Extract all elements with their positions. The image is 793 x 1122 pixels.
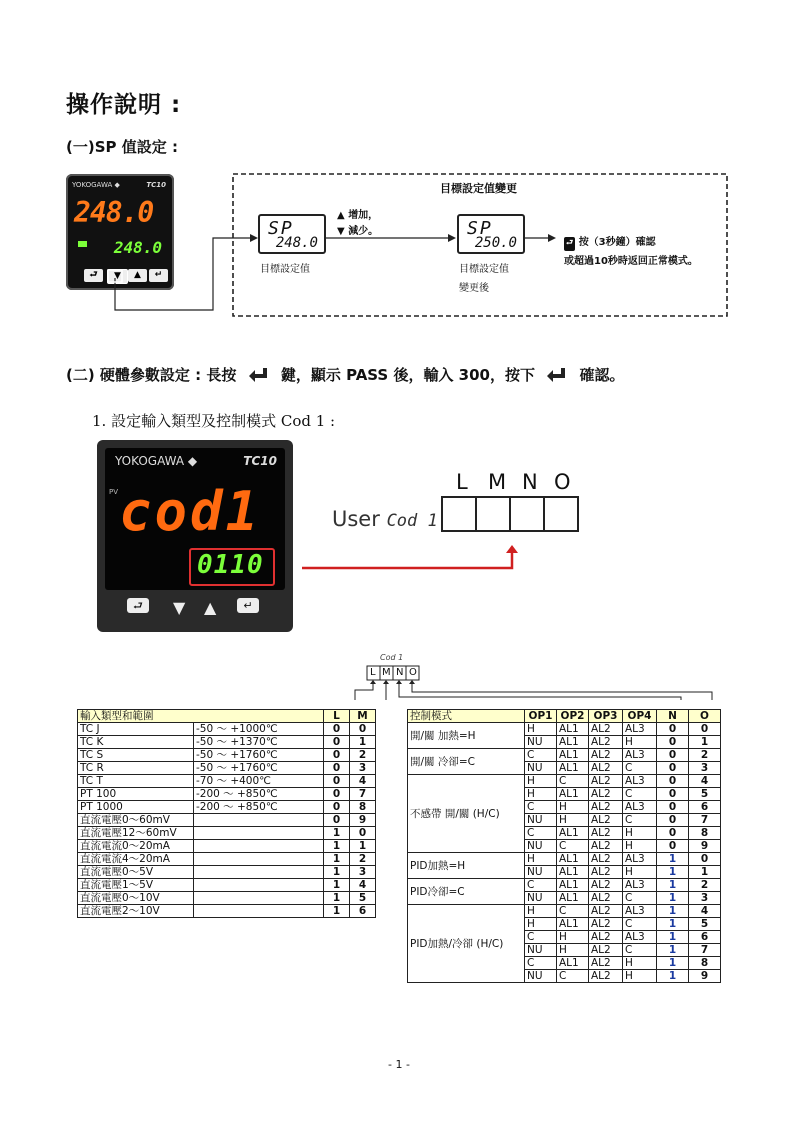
cell-m: 1 [350, 736, 376, 749]
cell-op4: AL3 [623, 749, 657, 762]
cell-op2: AL1 [557, 788, 589, 801]
cell-op1: NU [525, 866, 557, 879]
cell-o: 0 [689, 723, 721, 736]
down-triangle-icon: ▼ [337, 226, 345, 237]
page-button[interactable]: ⮐ [127, 598, 149, 613]
table-row [78, 736, 376, 749]
table-row [78, 840, 376, 853]
cell-op1: C [525, 801, 557, 814]
cell-range: -50 ～ +1760℃ [194, 749, 324, 762]
cell-op1: NU [525, 762, 557, 775]
cell-op2: H [557, 944, 589, 957]
device-brand: YOKOGAWA ◆ [72, 181, 120, 189]
cell-op4: C [623, 762, 657, 775]
section-hw-heading: (二) 硬體參數設定 : 長按 鍵，顯示 PASS 後，輸入 300，按下 確認。 [66, 366, 625, 384]
cell-o: 5 [689, 788, 721, 801]
header-o: O [689, 710, 721, 723]
device-model: TC10 [146, 181, 166, 189]
cell-m: 3 [350, 866, 376, 879]
cell-op3: AL2 [589, 736, 623, 749]
cell-op3: AL2 [589, 853, 623, 866]
cell-op1: NU [525, 736, 557, 749]
cell-op3: AL2 [589, 762, 623, 775]
cell-op4: C [623, 892, 657, 905]
cell-range [194, 827, 324, 840]
cell-range [194, 814, 324, 827]
cell-m: 4 [350, 775, 376, 788]
cell-op4: C [623, 788, 657, 801]
cell-l: 0 [324, 788, 350, 801]
cell-op2: C [557, 775, 589, 788]
cell-o: 5 [689, 918, 721, 931]
cell-range: -200 ～ +850℃ [194, 801, 324, 814]
cell-l: 0 [324, 814, 350, 827]
cell-o: 9 [689, 840, 721, 853]
lcd1-caption: 目標設定值 [260, 264, 310, 275]
cell-op1: H [525, 853, 557, 866]
lcd2-caption: 目標設定值 [459, 264, 509, 275]
cell-op3: AL2 [589, 970, 623, 983]
up-button[interactable]: ▲ [204, 598, 217, 617]
table-row [78, 775, 376, 788]
cell-op4: H [623, 866, 657, 879]
cell-op3: AL2 [589, 918, 623, 931]
cell-control-mode: 不感帶 開/關 (H/C) [408, 775, 525, 853]
down-button[interactable]: ▼ [173, 598, 186, 617]
input-type-table [77, 709, 376, 918]
cell-l: 1 [324, 853, 350, 866]
header-op4: OP4 [623, 710, 657, 723]
up-button[interactable]: ▲ [128, 269, 147, 282]
cell-range [194, 892, 324, 905]
enter-button[interactable]: ↵ [237, 598, 259, 613]
device-model: TC10 [243, 454, 277, 468]
cell-op3: AL2 [589, 931, 623, 944]
cell-n: 1 [657, 866, 689, 879]
cell-op1: NU [525, 814, 557, 827]
cell-control-mode: PID加熱/冷卻 (H/C) [408, 905, 525, 983]
cell-op2: AL1 [557, 749, 589, 762]
cell-o: 6 [689, 931, 721, 944]
cell-op2: AL1 [557, 762, 589, 775]
table-row [78, 749, 376, 762]
page-key-icon: ⮐ [564, 237, 575, 251]
cell-input-type: TC R [78, 762, 194, 775]
table-header-row [408, 710, 721, 723]
table-row [78, 866, 376, 879]
cell-op3: AL2 [589, 957, 623, 970]
cell-m: 6 [350, 905, 376, 918]
cell-op4: AL3 [623, 723, 657, 736]
cell-op3: AL2 [589, 788, 623, 801]
pv-label: PV [109, 488, 119, 496]
cell-control-mode: PID冷卻=C [408, 879, 525, 905]
cell-l: 0 [324, 736, 350, 749]
cell-input-type: 直流電壓0～5V [78, 866, 194, 879]
cell-op4: C [623, 814, 657, 827]
cell-op4: C [623, 918, 657, 931]
cell-l: 0 [324, 749, 350, 762]
cell-n: 0 [657, 840, 689, 853]
cell-m: 2 [350, 853, 376, 866]
cell-range [194, 866, 324, 879]
cell-n: 1 [657, 892, 689, 905]
cell-n: 0 [657, 723, 689, 736]
small-code-letters [367, 667, 419, 681]
cell-n: 0 [657, 736, 689, 749]
cell-op3: AL2 [589, 723, 623, 736]
cell-control-mode: 開/關 加熱=H [408, 723, 525, 749]
cell-op2: AL1 [557, 736, 589, 749]
cell-op1: C [525, 931, 557, 944]
table-row [78, 879, 376, 892]
table-row [78, 801, 376, 814]
cell-range: -200 ～ +850℃ [194, 788, 324, 801]
section-sp-heading: (一)SP 值設定 : [66, 138, 178, 156]
cell-op4: AL3 [623, 801, 657, 814]
sp-box-title: 目標設定值變更 [440, 182, 517, 195]
cell-op1: H [525, 918, 557, 931]
cell-op1: H [525, 905, 557, 918]
cell-l: 1 [324, 840, 350, 853]
cell-op1: C [525, 879, 557, 892]
cell-m: 0 [350, 827, 376, 840]
cell-m: 0 [350, 723, 376, 736]
cell-range [194, 879, 324, 892]
cell-op4: H [623, 957, 657, 970]
cell-op4: AL3 [623, 931, 657, 944]
cell-op4: H [623, 970, 657, 983]
page-title: 操作說明 : [66, 92, 182, 118]
cell-op3: AL2 [589, 879, 623, 892]
cell-op1: C [525, 749, 557, 762]
table-row [408, 775, 721, 788]
cell-o: 1 [689, 866, 721, 879]
page-button[interactable]: ⮐ [84, 269, 103, 282]
cell-op3: AL2 [589, 905, 623, 918]
cell-op3: AL2 [589, 814, 623, 827]
cell-m: 7 [350, 788, 376, 801]
section-cod1-heading: 1. 設定輸入類型及控制模式 Cod 1 : [92, 412, 336, 430]
cell-n: 1 [657, 905, 689, 918]
cell-o: 9 [689, 970, 721, 983]
cell-op1: H [525, 775, 557, 788]
cell-l: 1 [324, 879, 350, 892]
cell-op2: AL1 [557, 918, 589, 931]
cell-op1: NU [525, 944, 557, 957]
cell-range: -50 ～ +1000℃ [194, 723, 324, 736]
cell-o: 7 [689, 944, 721, 957]
small-letter-n: N [396, 667, 404, 678]
user-label: User Cod 1 [332, 507, 438, 531]
cell-n: 1 [657, 853, 689, 866]
cell-op2: AL1 [557, 853, 589, 866]
cell-m: 3 [350, 762, 376, 775]
cell-control-mode: PID加熱=H [408, 853, 525, 879]
cell-control-mode: 開/關 冷卻=C [408, 749, 525, 775]
small-code-label: Cod 1 [380, 653, 404, 662]
up-triangle-icon: ▲ [337, 210, 345, 221]
cell-l: 0 [324, 723, 350, 736]
cell-op4: H [623, 840, 657, 853]
header-op1: OP1 [525, 710, 557, 723]
cell-o: 3 [689, 892, 721, 905]
cell-op3: AL2 [589, 944, 623, 957]
pv-display: 248.0 [74, 196, 154, 229]
cell-m: 9 [350, 814, 376, 827]
lcd2-caption-2: 變更後 [459, 283, 489, 294]
cell-range: -50 ～ +1370℃ [194, 736, 324, 749]
table-row [408, 879, 721, 892]
header-n: N [657, 710, 689, 723]
cell-op3: AL2 [589, 749, 623, 762]
cell-op4: AL3 [623, 905, 657, 918]
cell-n: 1 [657, 957, 689, 970]
cell-n: 1 [657, 918, 689, 931]
sv-display: 248.0 [113, 238, 162, 257]
cell-op2: C [557, 970, 589, 983]
cell-m: 1 [350, 840, 376, 853]
table-row [78, 788, 376, 801]
lcd-sp-value: 248.0 [275, 235, 318, 251]
table-row [78, 814, 376, 827]
cell-op2: AL1 [557, 723, 589, 736]
cell-input-type: TC S [78, 749, 194, 762]
code-letter-m: M [488, 470, 507, 494]
cell-l: 1 [324, 892, 350, 905]
code-letter-o: O [554, 470, 571, 494]
cell-op1: H [525, 723, 557, 736]
header-m: M [350, 710, 376, 723]
header-op2: OP2 [557, 710, 589, 723]
header-input-type: 輸入類型和範圍 [78, 710, 324, 723]
header-control-mode: 控制模式 [408, 710, 525, 723]
cell-l: 0 [324, 801, 350, 814]
cell-op2: AL1 [557, 827, 589, 840]
cell-op2: AL1 [557, 892, 589, 905]
table-row [408, 749, 721, 762]
cell-op4: AL3 [623, 879, 657, 892]
cell-o: 1 [689, 736, 721, 749]
enter-button[interactable]: ↵ [149, 269, 168, 282]
cell-op1: NU [525, 840, 557, 853]
cell-op4: H [623, 827, 657, 840]
small-letter-o: O [409, 667, 417, 678]
cell-op2: C [557, 840, 589, 853]
cell-input-type: PT 1000 [78, 801, 194, 814]
control-mode-table [407, 709, 721, 983]
cell-range [194, 853, 324, 866]
cell-n: 1 [657, 944, 689, 957]
inc-row: ▲ 增加， [337, 210, 379, 221]
cell-l: 1 [324, 905, 350, 918]
cell-op2: AL1 [557, 957, 589, 970]
cell-op2: AL1 [557, 866, 589, 879]
page-number: - 1 - [388, 1058, 410, 1071]
cell-range [194, 905, 324, 918]
table-row [408, 905, 721, 918]
cell-m: 2 [350, 749, 376, 762]
cell-input-type: 直流電壓2～10V [78, 905, 194, 918]
cell-input-type: PT 100 [78, 788, 194, 801]
cell-op1: NU [525, 970, 557, 983]
cell-op2: H [557, 814, 589, 827]
cell-l: 0 [324, 775, 350, 788]
cell-op2: H [557, 801, 589, 814]
cell-input-type: TC J [78, 723, 194, 736]
cell-n: 0 [657, 762, 689, 775]
table-row [78, 892, 376, 905]
down-button[interactable]: ▼ [107, 269, 128, 284]
lcd-sp-value: 250.0 [474, 235, 517, 251]
cell-l: 1 [324, 827, 350, 840]
cell-l: 1 [324, 866, 350, 879]
header-op3: OP3 [589, 710, 623, 723]
cell-n: 1 [657, 931, 689, 944]
cell-input-type: 直流電壓12～60mV [78, 827, 194, 840]
table-row [78, 853, 376, 866]
cell-op1: C [525, 957, 557, 970]
cell-input-type: 直流電流4～20mA [78, 853, 194, 866]
table-row [78, 762, 376, 775]
cell-input-type: 直流電壓1～5V [78, 879, 194, 892]
cell-op1: H [525, 788, 557, 801]
cell-o: 8 [689, 957, 721, 970]
table-row [78, 827, 376, 840]
small-letter-m: M [382, 667, 391, 678]
cell-o: 4 [689, 775, 721, 788]
cell-m: 5 [350, 892, 376, 905]
cell-op3: AL2 [589, 801, 623, 814]
cell-input-type: 直流電壓0～10V [78, 892, 194, 905]
cell-n: 0 [657, 749, 689, 762]
small-letter-l: L [370, 667, 376, 678]
cell-o: 4 [689, 905, 721, 918]
cell-op3: AL2 [589, 866, 623, 879]
cell-op1: NU [525, 892, 557, 905]
cell-op1: C [525, 827, 557, 840]
cell-n: 1 [657, 970, 689, 983]
cell-o: 2 [689, 749, 721, 762]
device-brand: YOKOGAWA ◆ [115, 454, 198, 468]
cell-op4: AL3 [623, 853, 657, 866]
cell-n: 0 [657, 814, 689, 827]
cell-op4: H [623, 736, 657, 749]
cell-o: 7 [689, 814, 721, 827]
cell-op3: AL2 [589, 775, 623, 788]
table-row [78, 905, 376, 918]
cell-o: 3 [689, 762, 721, 775]
cell-op2: H [557, 931, 589, 944]
cell-range [194, 840, 324, 853]
cell-n: 0 [657, 801, 689, 814]
cell-op3: AL2 [589, 827, 623, 840]
cell-op4: AL3 [623, 775, 657, 788]
dec-row: ▼ 減少。 [337, 226, 379, 237]
cell-m: 8 [350, 801, 376, 814]
cell-o: 0 [689, 853, 721, 866]
cell-input-type: 直流電流0～20mA [78, 840, 194, 853]
cell-o: 2 [689, 879, 721, 892]
cell-n: 1 [657, 879, 689, 892]
cell-l: 0 [324, 762, 350, 775]
cell-input-type: TC K [78, 736, 194, 749]
cell-input-type: TC T [78, 775, 194, 788]
lcd-sp-label: SP [467, 218, 493, 239]
confirm-line2: 或超過10秒時返回正常模式。 [564, 256, 698, 267]
cell-range: -70 ～ +400℃ [194, 775, 324, 788]
cell-op3: AL2 [589, 892, 623, 905]
cell-o: 6 [689, 801, 721, 814]
cell-input-type: 直流電壓0～60mV [78, 814, 194, 827]
cell-op3: AL2 [589, 840, 623, 853]
table-row [408, 853, 721, 866]
cell-op4: C [623, 944, 657, 957]
cell-op2: AL1 [557, 879, 589, 892]
cell-o: 8 [689, 827, 721, 840]
cod-sub-display: 0110 [197, 550, 264, 580]
table-row [78, 723, 376, 736]
cell-m: 4 [350, 879, 376, 892]
cell-n: 0 [657, 827, 689, 840]
table-row [408, 723, 721, 736]
cell-n: 0 [657, 775, 689, 788]
header-l: L [324, 710, 350, 723]
code-letter-l: L [456, 470, 468, 494]
cell-op2: C [557, 905, 589, 918]
table-header-row [78, 710, 376, 723]
cod-main-display: cod1 [119, 480, 262, 543]
cell-n: 0 [657, 788, 689, 801]
code-letter-n: N [522, 470, 538, 494]
confirm-line1: ⮐ 按（3秒鐘）確認 [564, 233, 656, 251]
cell-range: -50 ～ +1760℃ [194, 762, 324, 775]
lcd-sp-label: SP [268, 218, 294, 239]
